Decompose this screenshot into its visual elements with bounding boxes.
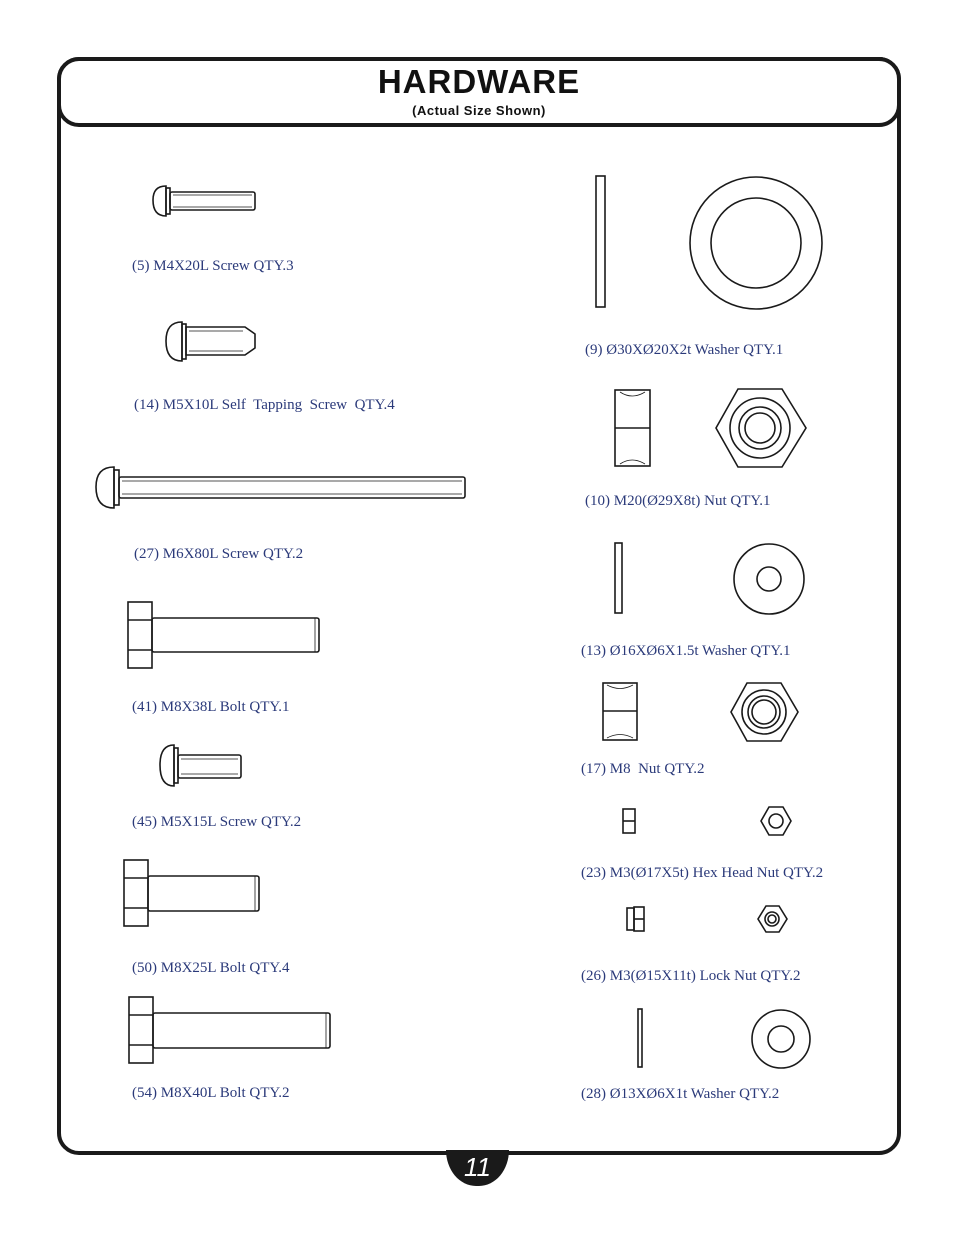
page-title: HARDWARE: [377, 63, 581, 100]
hex-nut-icon: [603, 683, 798, 741]
pan-head-screw-icon: [160, 745, 241, 786]
part-label-5: (5) M4X20L Screw QTY.3: [132, 258, 294, 274]
part-label-54: (54) M8X40L Bolt QTY.2: [132, 1085, 290, 1101]
washer-icon: [596, 176, 822, 309]
part-label-9: (9) Ø30XØ20X2t Washer QTY.1: [585, 342, 784, 358]
hex-nut-icon: [623, 807, 791, 835]
self-tapping-screw-icon: [166, 322, 255, 361]
part-label-23: (23) M3(Ø17X5t) Hex Head Nut QTY.2: [581, 865, 824, 881]
part-label-13: (13) Ø16XØ6X1.5t Washer QTY.1: [581, 643, 791, 659]
part-label-45: (45) M5X15L Screw QTY.2: [132, 814, 302, 830]
part-label-41: (41) M8X38L Bolt QTY.1: [132, 699, 290, 715]
hex-nut-icon: [615, 389, 806, 467]
part-label-50: (50) M8X25L Bolt QTY.4: [132, 960, 290, 976]
lock-nut-icon: [627, 906, 787, 932]
washer-icon: [638, 1009, 810, 1068]
part-label-26: (26) M3(Ø15X11t) Lock Nut QTY.2: [581, 968, 801, 984]
part-label-28: (28) Ø13XØ6X1t Washer QTY.2: [581, 1086, 780, 1102]
part-label-10: (10) M20(Ø29X8t) Nut QTY.1: [585, 493, 771, 509]
page-subtitle: (Actual Size Shown): [412, 103, 546, 118]
pan-head-screw-icon: [153, 186, 255, 216]
part-label-14: (14) M5X10L Self Tapping Screw QTY.4: [134, 397, 395, 413]
part-label-17: (17) M8 Nut QTY.2: [581, 761, 705, 777]
part-label-27: (27) M6X80L Screw QTY.2: [134, 546, 304, 562]
long-pan-head-screw-icon: [96, 467, 465, 508]
hex-bolt-icon: [128, 602, 319, 668]
hex-bolt-icon: [124, 860, 259, 926]
page-number: 11: [464, 1152, 491, 1182]
washer-icon: [615, 543, 804, 614]
hex-bolt-icon: [129, 997, 330, 1063]
